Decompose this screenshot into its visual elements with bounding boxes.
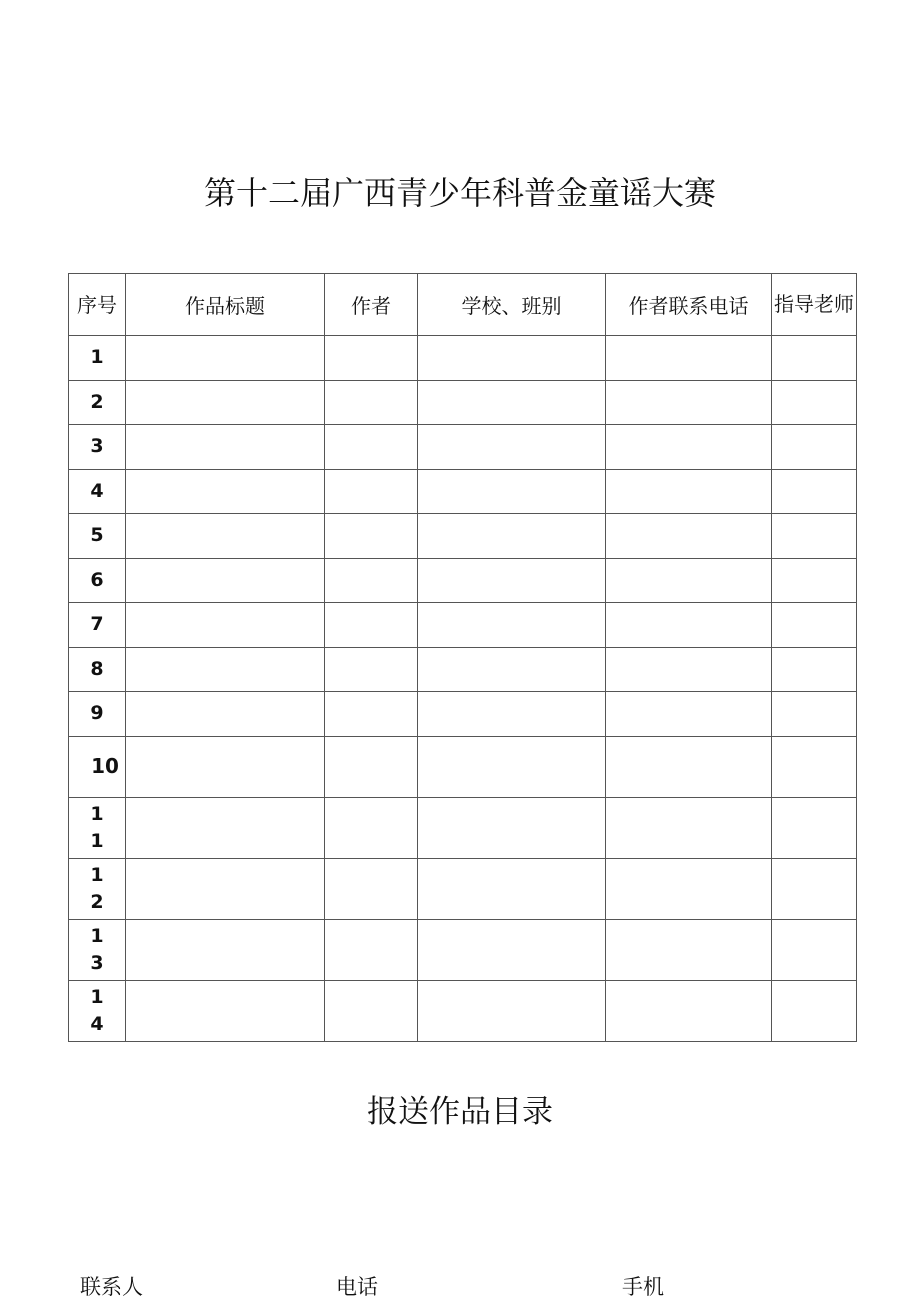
header-school-class: 学校、班别 [418,274,606,336]
author-cell[interactable] [325,919,418,980]
table-row [69,858,857,919]
table-row [69,692,857,737]
advisor-cell[interactable] [772,469,857,514]
author-cell[interactable] [325,647,418,692]
author-cell[interactable] [325,692,418,737]
author-phone-cell[interactable] [606,647,772,692]
school-class-cell[interactable] [418,736,606,797]
row-seq: 1 [69,336,126,381]
table-row [69,514,857,559]
school-class-cell[interactable] [418,380,606,425]
school-class-cell[interactable] [418,858,606,919]
row-seq: 1 3 [69,919,126,980]
author-cell[interactable] [325,469,418,514]
author-phone-cell[interactable] [606,558,772,603]
school-class-cell[interactable] [418,692,606,737]
mobile-label: 手机 [622,1275,664,1299]
title-cell[interactable] [126,603,325,648]
title-cell[interactable] [126,336,325,381]
row-seq: 8 [69,647,126,692]
document-subtitle: 报送作品目录 [367,1094,553,1130]
school-class-cell[interactable] [418,919,606,980]
row-seq: 10 [69,736,126,797]
author-cell[interactable] [325,425,418,470]
author-cell[interactable] [325,558,418,603]
school-class-cell[interactable] [418,469,606,514]
advisor-cell[interactable] [772,919,857,980]
document-title: 第十二届广西青少年科普金童谣大赛 [203,174,716,212]
school-class-cell[interactable] [418,558,606,603]
author-phone-cell[interactable] [606,797,772,858]
entry-table [68,273,857,1042]
school-class-cell[interactable] [418,797,606,858]
school-class-cell[interactable] [418,514,606,559]
title-cell[interactable] [126,425,325,470]
advisor-cell[interactable] [772,514,857,559]
author-cell[interactable] [325,797,418,858]
author-phone-cell[interactable] [606,425,772,470]
title-cell[interactable] [126,858,325,919]
title-cell[interactable] [126,736,325,797]
table-row [69,919,857,980]
title-cell[interactable] [126,380,325,425]
advisor-cell[interactable] [772,336,857,381]
advisor-cell[interactable] [772,736,857,797]
author-phone-cell[interactable] [606,692,772,737]
author-phone-cell[interactable] [606,469,772,514]
author-cell[interactable] [325,380,418,425]
advisor-cell[interactable] [772,380,857,425]
author-phone-cell[interactable] [606,980,772,1041]
table-row [69,380,857,425]
header-author-phone: 作者联系电话 [606,274,772,336]
author-phone-cell[interactable] [606,336,772,381]
advisor-cell[interactable] [772,797,857,858]
advisor-cell[interactable] [772,647,857,692]
title-cell[interactable] [126,797,325,858]
row-seq: 6 [69,558,126,603]
table-body [69,336,857,1042]
row-seq: 9 [69,692,126,737]
advisor-cell[interactable] [772,980,857,1041]
author-cell[interactable] [325,603,418,648]
advisor-cell[interactable] [772,692,857,737]
table-row [69,336,857,381]
title-cell[interactable] [126,514,325,559]
table-row [69,425,857,470]
school-class-cell[interactable] [418,980,606,1041]
author-cell[interactable] [325,980,418,1041]
author-phone-cell[interactable] [606,736,772,797]
school-class-cell[interactable] [418,603,606,648]
row-seq: 1 1 [69,797,126,858]
title-cell[interactable] [126,980,325,1041]
row-seq: 1 4 [69,980,126,1041]
table-row [69,797,857,858]
row-seq: 1 2 [69,858,126,919]
title-cell[interactable] [126,469,325,514]
school-class-cell[interactable] [418,336,606,381]
table-row [69,469,857,514]
school-class-cell[interactable] [418,425,606,470]
author-cell[interactable] [325,514,418,559]
advisor-cell[interactable] [772,858,857,919]
table-row [69,603,857,648]
advisor-cell[interactable] [772,603,857,648]
header-advisor: 指导老师 [772,274,857,336]
table-row [69,558,857,603]
author-cell[interactable] [325,858,418,919]
author-cell[interactable] [325,736,418,797]
header-author: 作者 [325,274,418,336]
table-header-row [69,274,857,336]
title-cell[interactable] [126,919,325,980]
row-seq: 4 [69,469,126,514]
phone-label: 电话 [336,1275,378,1299]
table-row [69,647,857,692]
author-phone-cell[interactable] [606,514,772,559]
author-phone-cell[interactable] [606,858,772,919]
row-seq: 3 [69,425,126,470]
table-row [69,736,857,797]
school-class-cell[interactable] [418,647,606,692]
header-seq: 序号 [69,274,126,336]
title-cell[interactable] [126,692,325,737]
row-seq: 2 [69,380,126,425]
header-title: 作品标题 [126,274,325,336]
author-phone-cell[interactable] [606,603,772,648]
title-cell[interactable] [126,558,325,603]
author-phone-cell[interactable] [606,919,772,980]
author-phone-cell[interactable] [606,380,772,425]
author-cell[interactable] [325,336,418,381]
title-cell[interactable] [126,647,325,692]
advisor-cell[interactable] [772,558,857,603]
contact-person-label: 联系人 [80,1275,143,1299]
table-row [69,980,857,1041]
row-seq: 5 [69,514,126,559]
advisor-cell[interactable] [772,425,857,470]
row-seq: 7 [69,603,126,648]
